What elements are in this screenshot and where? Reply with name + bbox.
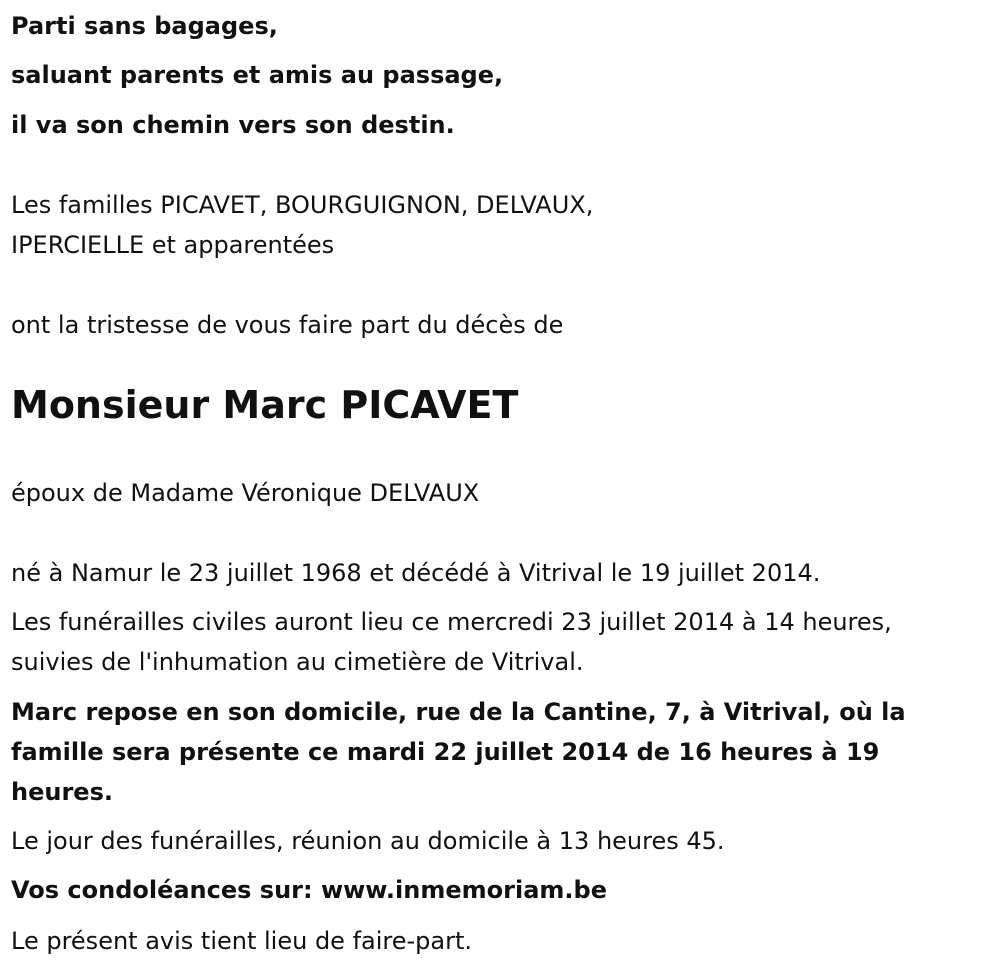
visitation-line-3: heures. <box>11 778 113 806</box>
families-line-1: Les familles PICAVET, BOURGUIGNON, DELVAUX, <box>11 191 594 219</box>
poem-line-2: saluant parents et amis au passage, <box>11 61 504 89</box>
condolences-text: Vos condoléances sur: www.inmemoriam.be <box>11 876 607 904</box>
poem-line-1: Parti sans bagages, <box>11 12 278 40</box>
spouse-text: époux de Madame Véronique DELVAUX <box>11 479 480 507</box>
notice-text: Le présent avis tient lieu de faire-part. <box>11 927 473 955</box>
families-line-2: IPERCIELLE et apparentées <box>11 231 335 259</box>
birth-death-text: né à Namur le 23 juillet 1968 et décédé à Vitrival le 19 juillet 2014. <box>11 559 821 587</box>
funeral-line-1: Les funérailles civiles auront lieu ce mercredi 23 juillet 2014 à 14 heures, <box>11 608 892 636</box>
poem-line-3: il va son chemin vers son destin. <box>11 111 455 139</box>
announcement-text: ont la tristesse de vous faire part du décès de <box>11 311 564 339</box>
visitation-line-2: famille sera présente ce mardi 22 juillet 2014 de 16 heures à 19 <box>11 738 880 766</box>
funeral-line-2: suivies de l'inhumation au cimetière de Vitrival. <box>11 648 584 676</box>
visitation-line-1: Marc repose en son domicile, rue de la Cantine, 7, à Vitrival, où la <box>11 698 906 726</box>
deceased-name: Monsieur Marc PICAVET <box>11 383 519 427</box>
meeting-text: Le jour des funérailles, réunion au domicile à 13 heures 45. <box>11 827 725 855</box>
